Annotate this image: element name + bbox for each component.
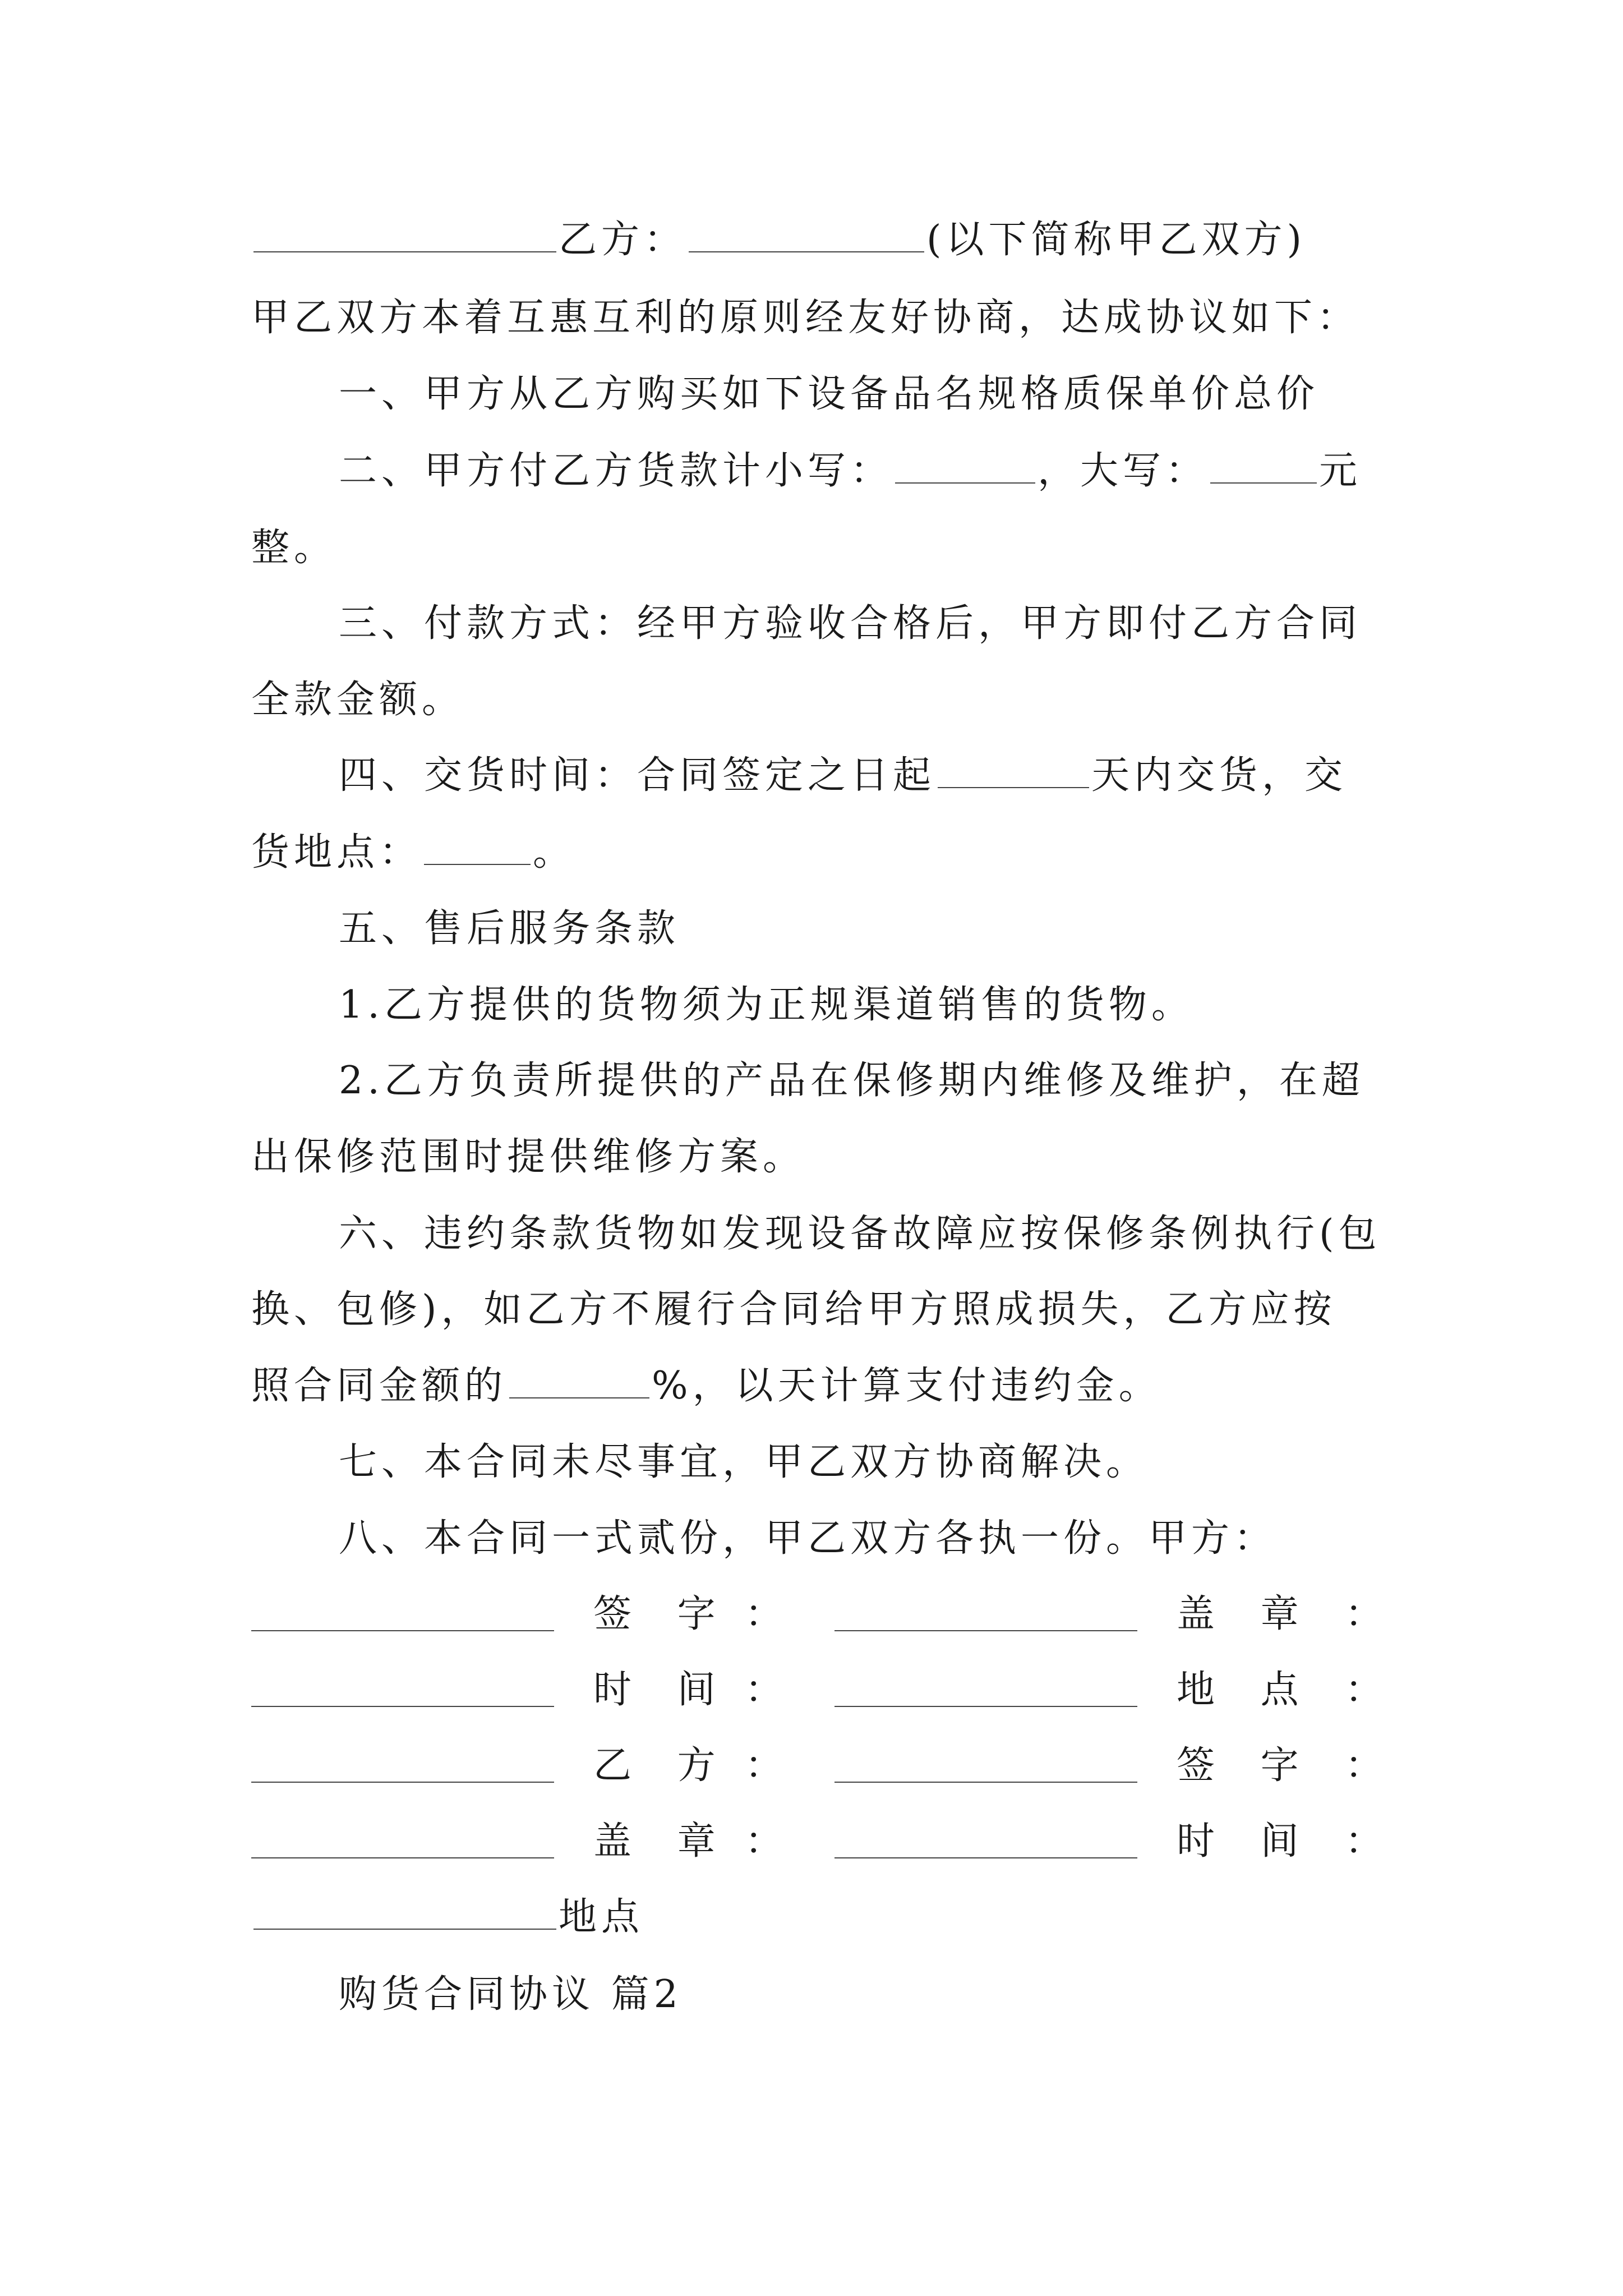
signature-blank-left — [251, 1824, 554, 1858]
clause-6-cont2 — [251, 1364, 1161, 1409]
party-b-label: 乙方： — [559, 218, 687, 262]
clause-4-text-c: 货地点： — [251, 830, 422, 875]
signature-last-row — [251, 1895, 644, 1940]
colon: ： — [745, 1668, 783, 1712]
clause-7: 七、本合同未尽事宜，甲乙双方协商解决。 — [339, 1440, 1149, 1484]
clause-2-text-c: 元 — [1319, 449, 1362, 493]
parties-line — [251, 218, 1306, 263]
colon: ： — [1345, 1819, 1384, 1864]
clause-2-text-a: 二、甲方付乙方货款计小写： — [339, 449, 893, 493]
signature-blank-left — [251, 1596, 554, 1631]
signature-blank-right — [834, 1596, 1137, 1631]
signature-label-a: 乙 方 — [593, 1743, 732, 1788]
next-section-title: 购货合同协议 篇2 — [339, 1972, 683, 2017]
delivery-days-blank — [938, 753, 1089, 788]
clause-2-text-b: ，大写： — [1038, 449, 1209, 493]
clause-4-text-a: 四、交货时间：合同签定之日起 — [339, 753, 936, 798]
signature-blank-left — [251, 1748, 554, 1783]
item-1: 1.乙方提供的货物须为正规渠道销售的货物。 — [339, 983, 1194, 1027]
clause-4-cont — [251, 830, 575, 875]
signature-label-b: 盖 章 — [1177, 1592, 1316, 1636]
signature-row — [251, 1819, 1390, 1864]
clause-4 — [339, 753, 1347, 798]
clause-6-text-c: 照合同金额的 — [251, 1364, 508, 1408]
signature-label-b: 地 点 — [1177, 1668, 1316, 1712]
signature-blank-right — [834, 1748, 1137, 1783]
clause-8: 八、本合同一式贰份，甲乙双方各执一份。甲方： — [339, 1516, 1277, 1561]
item-2: 2.乙方负责所提供的产品在保修期内维修及维护，在超 — [339, 1059, 1364, 1103]
signature-blank-right — [834, 1824, 1137, 1858]
clause-6-cont1: 换、包修)，如乙方不履行合同给甲方照成损失，乙方应按 — [251, 1287, 1336, 1332]
party-b-blank — [689, 218, 924, 252]
colon: ： — [1345, 1592, 1384, 1636]
clause-1: 一、甲方从乙方购买如下设备品名规格质保单价总价 — [339, 372, 1320, 416]
item-2-cont: 出保修范围时提供维修方案。 — [251, 1135, 806, 1179]
amount-uppercase-blank — [1210, 449, 1317, 484]
clause-4-text-d: 。 — [533, 830, 576, 875]
delivery-place-blank — [424, 830, 531, 865]
place-label: 地点 — [559, 1895, 644, 1939]
clause-6: 六、违约条款货物如发现设备故障应按保修条例执行(包 — [339, 1212, 1381, 1256]
signature-label-b: 签 字 — [1177, 1743, 1316, 1788]
signature-label-a: 时 间 — [593, 1668, 732, 1712]
clause-6-text-d: %，以天计算支付违约金。 — [652, 1364, 1161, 1408]
signature-label-b: 时 间 — [1177, 1819, 1316, 1864]
colon: ： — [1345, 1668, 1384, 1712]
penalty-percent-blank — [509, 1364, 649, 1398]
signature-row — [251, 1668, 1390, 1713]
amount-lowercase-blank — [895, 449, 1035, 484]
parties-note: (以下简称甲乙双方) — [926, 218, 1307, 262]
signature-label-a: 签 字 — [593, 1592, 732, 1636]
party-a-blank — [253, 218, 556, 252]
clause-2 — [339, 449, 1362, 494]
clause-4-text-b: 天内交货，交 — [1091, 753, 1348, 798]
colon: ： — [745, 1819, 783, 1864]
colon: ： — [1345, 1743, 1384, 1788]
signature-row — [251, 1592, 1390, 1637]
intro-line: 甲乙双方本着互惠互利的原则经友好协商，达成协议如下： — [251, 296, 1360, 340]
colon: ： — [745, 1592, 783, 1636]
clause-3-cont: 全款金额。 — [251, 678, 465, 722]
signature-label-a: 盖 章 — [593, 1819, 732, 1864]
signature-row — [251, 1743, 1390, 1788]
clause-2-cont: 整。 — [251, 526, 337, 570]
clause-5: 五、售后服务条款 — [339, 907, 680, 951]
signature-blank-right — [834, 1672, 1137, 1707]
signature-blank-left — [251, 1672, 554, 1707]
signature-blank-last — [253, 1895, 556, 1930]
clause-3: 三、付款方式：经甲方验收合格后，甲方即付乙方合同 — [339, 601, 1362, 646]
colon: ： — [745, 1743, 783, 1788]
